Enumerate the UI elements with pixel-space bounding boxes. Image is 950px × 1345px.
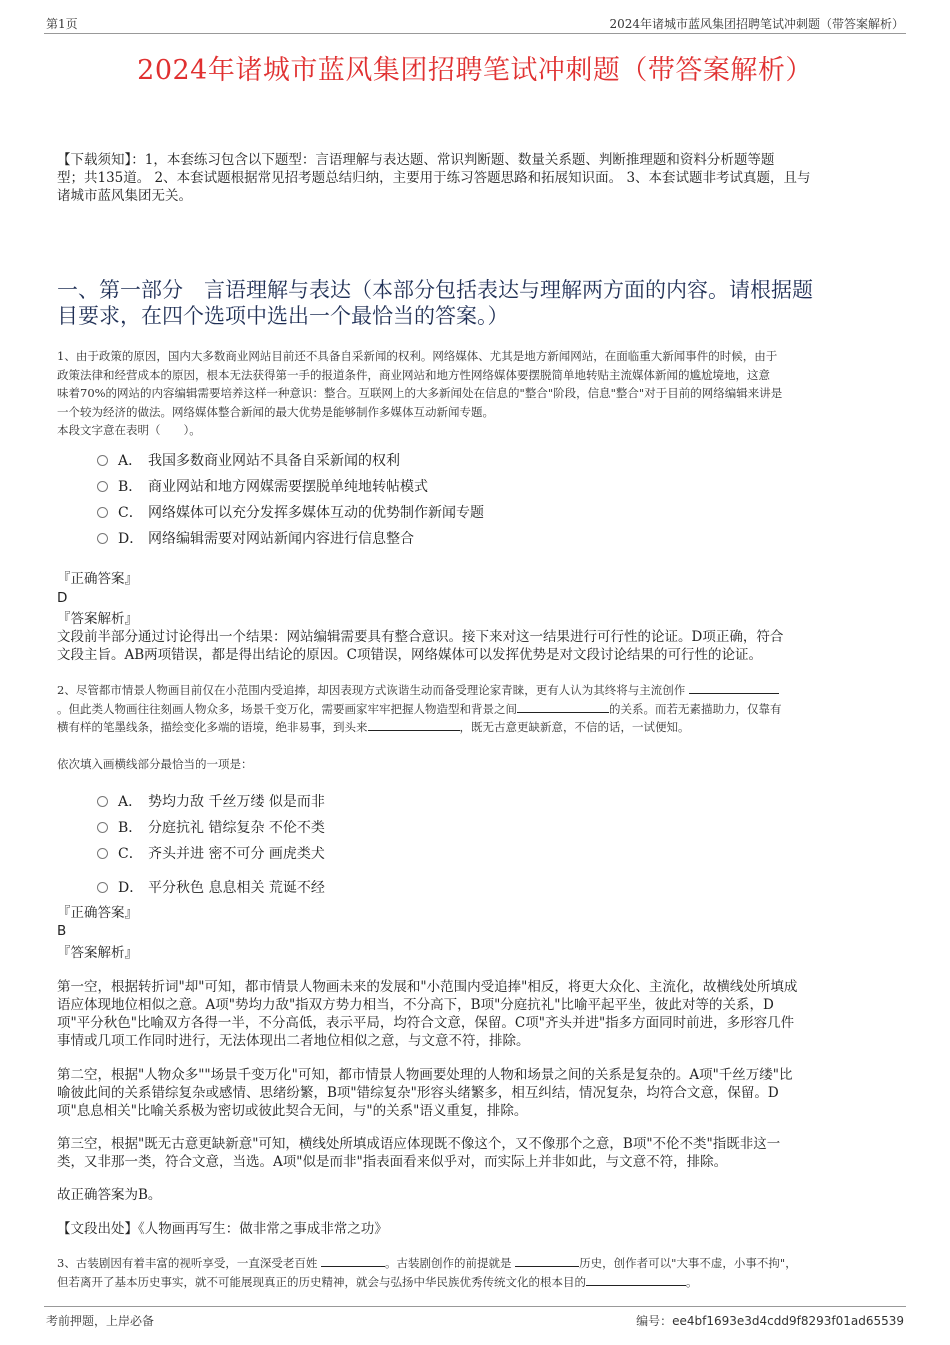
option-key: C． bbox=[118, 505, 143, 521]
q2-option-a[interactable] bbox=[97, 791, 325, 811]
analysis-line: 语应体现地位相似之意。A项"势均力敌"指双方势力相当，不分高下，B项"分庭抗礼"比喻平起平坐，彼此对等的关系，D bbox=[57, 997, 774, 1013]
section-heading-line: 目要求，在四个选项中选出一个最恰当的答案。） bbox=[57, 304, 509, 328]
header-divider bbox=[44, 33, 906, 34]
fill-blank[interactable] bbox=[517, 700, 609, 713]
analysis-line: 项"息息相关"比喻关系极为密切或彼此契合无间，与"的关系"语义重复，排除。 bbox=[57, 1103, 528, 1119]
q1-option-b[interactable] bbox=[97, 476, 428, 496]
question-line: 味着70%的网站的内容编辑需要培养这样一种意识：整合。互联网上的大多新闻处在信息的"整合"阶段，信息"整合"对于目前的网络编辑来讲是 bbox=[57, 386, 783, 400]
question-line: 2、尽管都市情景人物画目前仅在小范围内受追捧，却因表现方式诙谐生动而备受理论家青睐，更有人认为其终将与主流创作 bbox=[57, 683, 686, 697]
option-key: C． bbox=[118, 846, 143, 862]
question-1-text bbox=[57, 347, 907, 440]
option-key: A． bbox=[118, 453, 143, 469]
fill-blank[interactable] bbox=[689, 681, 779, 694]
analysis-text bbox=[57, 628, 907, 664]
analysis-paragraph-2 bbox=[57, 1066, 907, 1120]
notice-line: 诸城市蓝风集团无关。 bbox=[57, 188, 192, 204]
analysis-line: 事情或几项工作同时进行，无法体现出二者地位相似之意，与文意不符，排除。 bbox=[57, 1033, 530, 1049]
question-line: 横有样的笔墨线条，描绘变化多端的语境，绝非易事，到头来 bbox=[57, 720, 368, 734]
q2-option-b[interactable] bbox=[97, 817, 325, 837]
option-text: 势均力敌 千丝万缕 似是而非 bbox=[148, 794, 325, 810]
notice-line: 【下载须知】：1，本套练习包含以下题型：言语理解与表达题、常识判断题、数量关系题、判断推理题和资料分析题等题 bbox=[57, 152, 775, 168]
radio-icon[interactable] bbox=[97, 481, 108, 492]
radio-icon[interactable] bbox=[97, 455, 108, 466]
option-key: B． bbox=[118, 820, 143, 836]
radio-icon[interactable] bbox=[97, 848, 108, 859]
option-key: D． bbox=[118, 531, 144, 547]
analysis-line: 第二空，根据"人物众多""场景千变万化"可知，都市情景人物画要处理的人物和场景之间的关系是复杂的。A项"千丝万缕"比 bbox=[57, 1067, 793, 1083]
question-prompt: 依次填入画横线部分最恰当的一项是： bbox=[57, 757, 253, 771]
question-line: 的关系。而若无素描助力，仅靠有 bbox=[609, 701, 782, 716]
question-line: 。古装剧创作的前提就是 bbox=[384, 1256, 512, 1270]
option-key: B． bbox=[118, 479, 143, 495]
question-line: 政策法律和经营成本的原因，根本无法获得第一手的报道条件，商业网站和地方性网络媒体要摆脱简单地转贴主流媒体新闻的尴尬境地，这意 bbox=[57, 367, 770, 382]
page-number: 第1页 bbox=[46, 17, 78, 31]
fill-blank[interactable] bbox=[321, 1254, 385, 1267]
radio-icon[interactable] bbox=[97, 796, 108, 807]
section-heading bbox=[57, 277, 917, 329]
page-title: 2024年诸城市蓝风集团招聘笔试冲刺题（带答案解析） bbox=[137, 55, 813, 86]
correct-answer: B bbox=[57, 923, 67, 939]
option-key: D． bbox=[118, 880, 144, 896]
download-notice bbox=[57, 151, 907, 205]
analysis-paragraph-3 bbox=[57, 1135, 907, 1171]
analysis-line: 项"平分秋色"比喻双方各得一半，不分高低，表示平局，均符合文意，保留。C项"齐头并进"指多方面同时前进，多形容几件 bbox=[57, 1015, 795, 1031]
analysis-label: 『答案解析』 bbox=[57, 611, 138, 627]
q2-option-d[interactable] bbox=[97, 877, 325, 897]
code-value: ee4bf1693e3d4cdd9f8293f01ad65539 bbox=[672, 1314, 904, 1328]
analysis-line: 类，又非那一类，符合文意，当选。A项"似是而非"指表面看来似乎对，而实际上并非如此，与文意不符，排除。 bbox=[57, 1154, 728, 1170]
option-key: A． bbox=[118, 794, 143, 810]
code-label: 编号： bbox=[636, 1314, 673, 1328]
question-line: 一个较为经济的做法。网络媒体整合新闻的最大优势是能够制作多媒体互动新闻专题。 bbox=[57, 404, 494, 419]
fill-blank[interactable] bbox=[515, 1254, 579, 1267]
question-line: 1、由于政策的原因，国内大多数商业网站目前还不具备自采新闻的权利。网络媒体、尤其是地方新闻网站，在面临重大新闻事件的时候，由于 bbox=[57, 349, 778, 363]
footer-divider bbox=[44, 1306, 906, 1307]
q1-option-c[interactable] bbox=[97, 502, 484, 522]
radio-icon[interactable] bbox=[97, 882, 108, 893]
answer-label: 『正确答案』 bbox=[57, 571, 138, 587]
question-line: 。但此类人物画往往刻画人物众多，场景千变万化，需要画家牢牢把握人物造型和背景之间 bbox=[57, 701, 517, 716]
answer-label: 『正确答案』 bbox=[57, 905, 138, 921]
question-2-text bbox=[57, 681, 907, 737]
option-text: 网络媒体可以充分发挥多媒体互动的优势制作新闻专题 bbox=[148, 505, 484, 521]
question-line: 但若离开了基本历史事实，就不可能展现真正的历史精神，就会与弘扬中华民族优秀传统文化的根本目的 bbox=[57, 1274, 586, 1289]
header-doc-title: 2024年诸城市蓝风集团招聘笔试冲刺题（带答案解析） bbox=[609, 17, 904, 31]
question-prompt: 本段文字意在表明（ ）。 bbox=[57, 423, 201, 437]
option-text: 商业网站和地方网媒需要摆脱单纯地转帖模式 bbox=[148, 479, 428, 495]
analysis-line: 文段主旨。AB两项错误，都是得出结论的原因。C项错误，网络媒体可以发挥优势是对文段讨论结果的可行性的论证。 bbox=[57, 647, 762, 663]
question-3-text bbox=[57, 1254, 907, 1291]
analysis-line: 第一空，根据转折词"却"可知，都市情景人物画未来的发展和"小范围内受追捧"相反，将更大众化、主流化，故横线处所填成 bbox=[57, 979, 798, 995]
question-line: ，既无古意更缺新意，不信的话，一试便知。 bbox=[459, 720, 690, 734]
option-text: 我国多数商业网站不具备自采新闻的权利 bbox=[148, 453, 400, 469]
analysis-line: 第三空，根据"既无古意更缺新意"可知，横线处所填成语应体现既不像这个，又不像那个之意，B项"不伦不类"指既非这一 bbox=[57, 1136, 781, 1152]
correct-answer: D bbox=[57, 590, 68, 606]
analysis-label: 『答案解析』 bbox=[57, 945, 138, 961]
option-text: 齐头并进 密不可分 画虎类犬 bbox=[148, 846, 325, 862]
option-text: 平分秋色 息息相关 荒诞不经 bbox=[148, 880, 325, 896]
option-text: 分庭抗礼 错综复杂 不伦不类 bbox=[148, 820, 325, 836]
radio-icon[interactable] bbox=[97, 822, 108, 833]
section-heading-line: 一、第一部分 言语理解与表达（本部分包括表达与理解两方面的内容。请根据题 bbox=[57, 278, 813, 302]
q1-option-d[interactable] bbox=[97, 528, 414, 548]
radio-icon[interactable] bbox=[97, 507, 108, 518]
question-line: 。 bbox=[686, 1274, 698, 1289]
document-code bbox=[636, 1312, 904, 1329]
option-text: 网络编辑需要对网站新闻内容进行信息整合 bbox=[148, 531, 414, 547]
question-line: 历史，创作者可以"大事不虚，小事不拘"， bbox=[579, 1256, 797, 1270]
q1-option-a[interactable] bbox=[97, 450, 400, 470]
radio-icon[interactable] bbox=[97, 533, 108, 544]
analysis-line: 文段前半部分通过讨论得出一个结果：网站编辑需要具有整合意识。接下来对这一结果进行可行性的论证。D项正确，符合 bbox=[57, 629, 784, 645]
source-citation: 【文段出处】《人物画再写生：做非常之事成非常之功》 bbox=[57, 1221, 388, 1237]
question-line: 3、古装剧因有着丰富的视听享受，一直深受老百姓 bbox=[57, 1256, 318, 1270]
fill-blank[interactable] bbox=[368, 718, 460, 731]
footer-slogan: 考前押题，上岸必备 bbox=[46, 1314, 155, 1328]
conclusion: 故正确答案为B。 bbox=[57, 1187, 162, 1203]
fill-blank[interactable] bbox=[586, 1273, 686, 1286]
analysis-paragraph-1 bbox=[57, 978, 907, 1050]
q2-option-c[interactable] bbox=[97, 843, 325, 863]
analysis-line: 喻彼此间的关系错综复杂或感情、思绪纷繁，B项"错综复杂"形容头绪繁多，相互纠结，情况复杂，均符合文意，保留。D bbox=[57, 1085, 779, 1101]
notice-line: 型；共135道。 2、本套试题根据常见招考题总结归纳，主要用于练习答题思路和拓展知识面。 3、本套试题非考试真题，且与 bbox=[57, 170, 811, 186]
